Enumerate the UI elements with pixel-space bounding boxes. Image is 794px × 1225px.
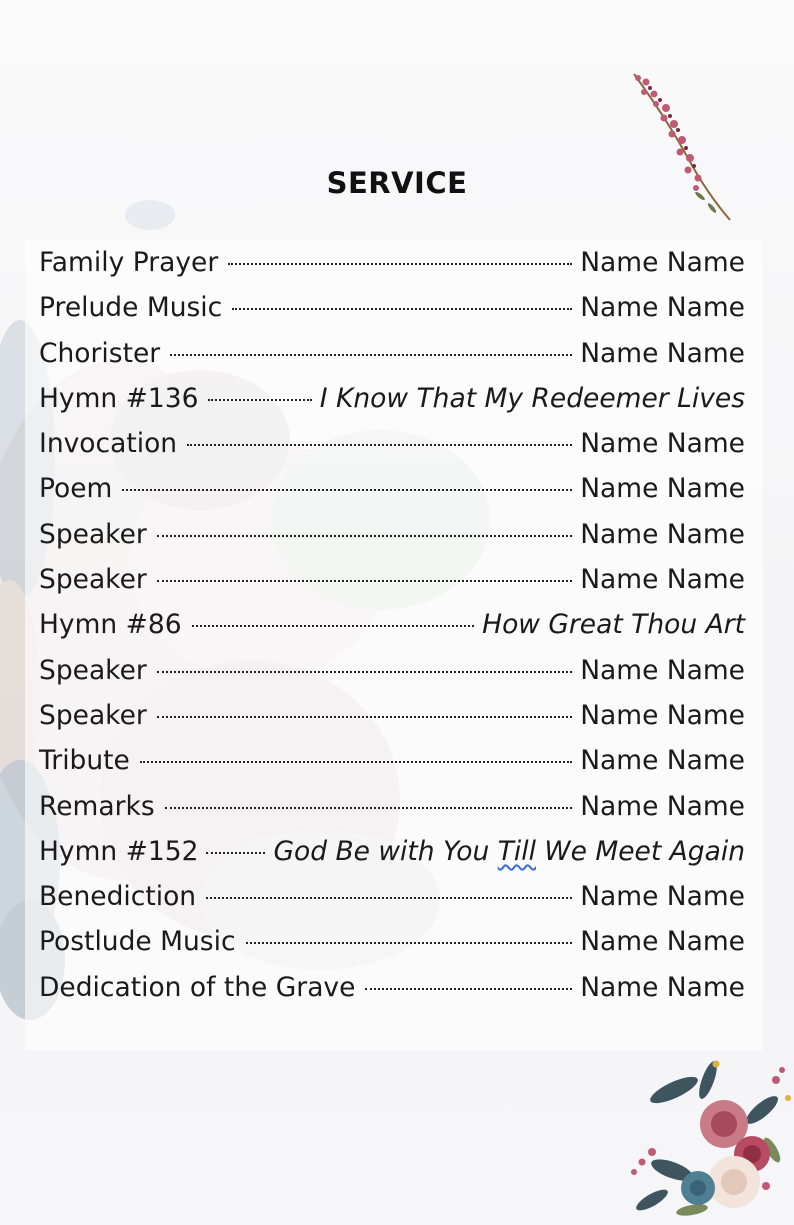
hymn-title-part: God Be with You — [273, 835, 498, 867]
dot-leader — [206, 852, 265, 854]
program-value: Name Name — [580, 654, 745, 686]
program-row — [39, 247, 745, 292]
program-value: Name Name — [580, 745, 745, 777]
program-row — [39, 836, 745, 881]
program-item: Chorister — [39, 337, 161, 369]
program-row — [39, 473, 745, 518]
program-value: Name Name — [580, 564, 745, 596]
program-item: Postlude Music — [39, 926, 236, 958]
dot-leader — [206, 897, 572, 899]
program-item: Speaker — [39, 699, 147, 731]
program-value: Name Name — [580, 247, 745, 278]
program-item: Speaker — [39, 654, 147, 686]
program-row — [39, 292, 745, 337]
dot-leader — [157, 580, 572, 582]
program-row — [39, 428, 745, 473]
program-value: Name Name — [580, 790, 745, 822]
hymn-title-part: We Meet Again — [536, 835, 745, 867]
program-item: Dedication of the Grave — [39, 971, 356, 1003]
program-value: Name Name — [580, 292, 745, 324]
service-program-list — [39, 247, 745, 1017]
program-row — [39, 383, 745, 428]
program-value: Name Name — [580, 337, 745, 369]
spellcheck-flagged-word[interactable]: Till — [497, 835, 536, 867]
program-row — [39, 926, 745, 971]
hymn-title: I Know That My Redeemer Lives — [319, 382, 745, 414]
program-value: Name Name — [580, 699, 745, 731]
floral-sprig-icon — [626, 68, 738, 226]
dot-leader — [122, 489, 572, 491]
page-title: SERVICE — [326, 166, 468, 200]
dot-leader — [157, 671, 572, 673]
program-row — [39, 745, 745, 790]
program-item: Tribute — [39, 745, 130, 777]
program-value: Name Name — [580, 926, 745, 958]
program-row — [39, 564, 745, 609]
program-row — [39, 881, 745, 926]
dot-leader — [170, 354, 572, 356]
program-item: Invocation — [39, 428, 178, 460]
program-value: Name Name — [580, 881, 745, 913]
dot-leader — [165, 807, 573, 809]
dot-leader — [157, 535, 572, 537]
dot-leader — [365, 988, 572, 990]
floral-bouquet-icon — [612, 1050, 794, 1222]
program-value: Name Name — [580, 428, 745, 460]
dot-leader — [232, 308, 572, 310]
hymn-title — [273, 836, 745, 867]
program-row — [39, 791, 745, 836]
program-row — [39, 519, 745, 564]
program-item: Hymn #86 — [39, 609, 182, 641]
hymn-title: How Great Thou Art — [482, 609, 745, 641]
dot-leader — [157, 716, 572, 718]
program-value: Name Name — [580, 518, 745, 550]
program-value: Name Name — [580, 473, 745, 505]
program-item: Speaker — [39, 518, 147, 550]
dot-leader — [187, 444, 572, 446]
dot-leader — [208, 399, 311, 401]
program-item: Hymn #152 — [39, 835, 199, 867]
program-item: Hymn #136 — [39, 382, 199, 414]
program-row — [39, 655, 745, 700]
dot-leader — [192, 625, 475, 627]
program-item: Remarks — [39, 790, 155, 822]
program-value: Name Name — [580, 971, 745, 1003]
dot-leader — [228, 263, 572, 265]
program-row — [39, 609, 745, 654]
dot-leader — [140, 761, 572, 763]
program-row — [39, 972, 745, 1017]
program-row — [39, 338, 745, 383]
program-item: Benediction — [39, 881, 197, 913]
program-row — [39, 700, 745, 745]
program-item: Prelude Music — [39, 292, 223, 324]
program-item: Poem — [39, 473, 113, 505]
program-item: Speaker — [39, 564, 147, 596]
dot-leader — [246, 942, 573, 944]
program-item: Family Prayer — [39, 247, 219, 278]
